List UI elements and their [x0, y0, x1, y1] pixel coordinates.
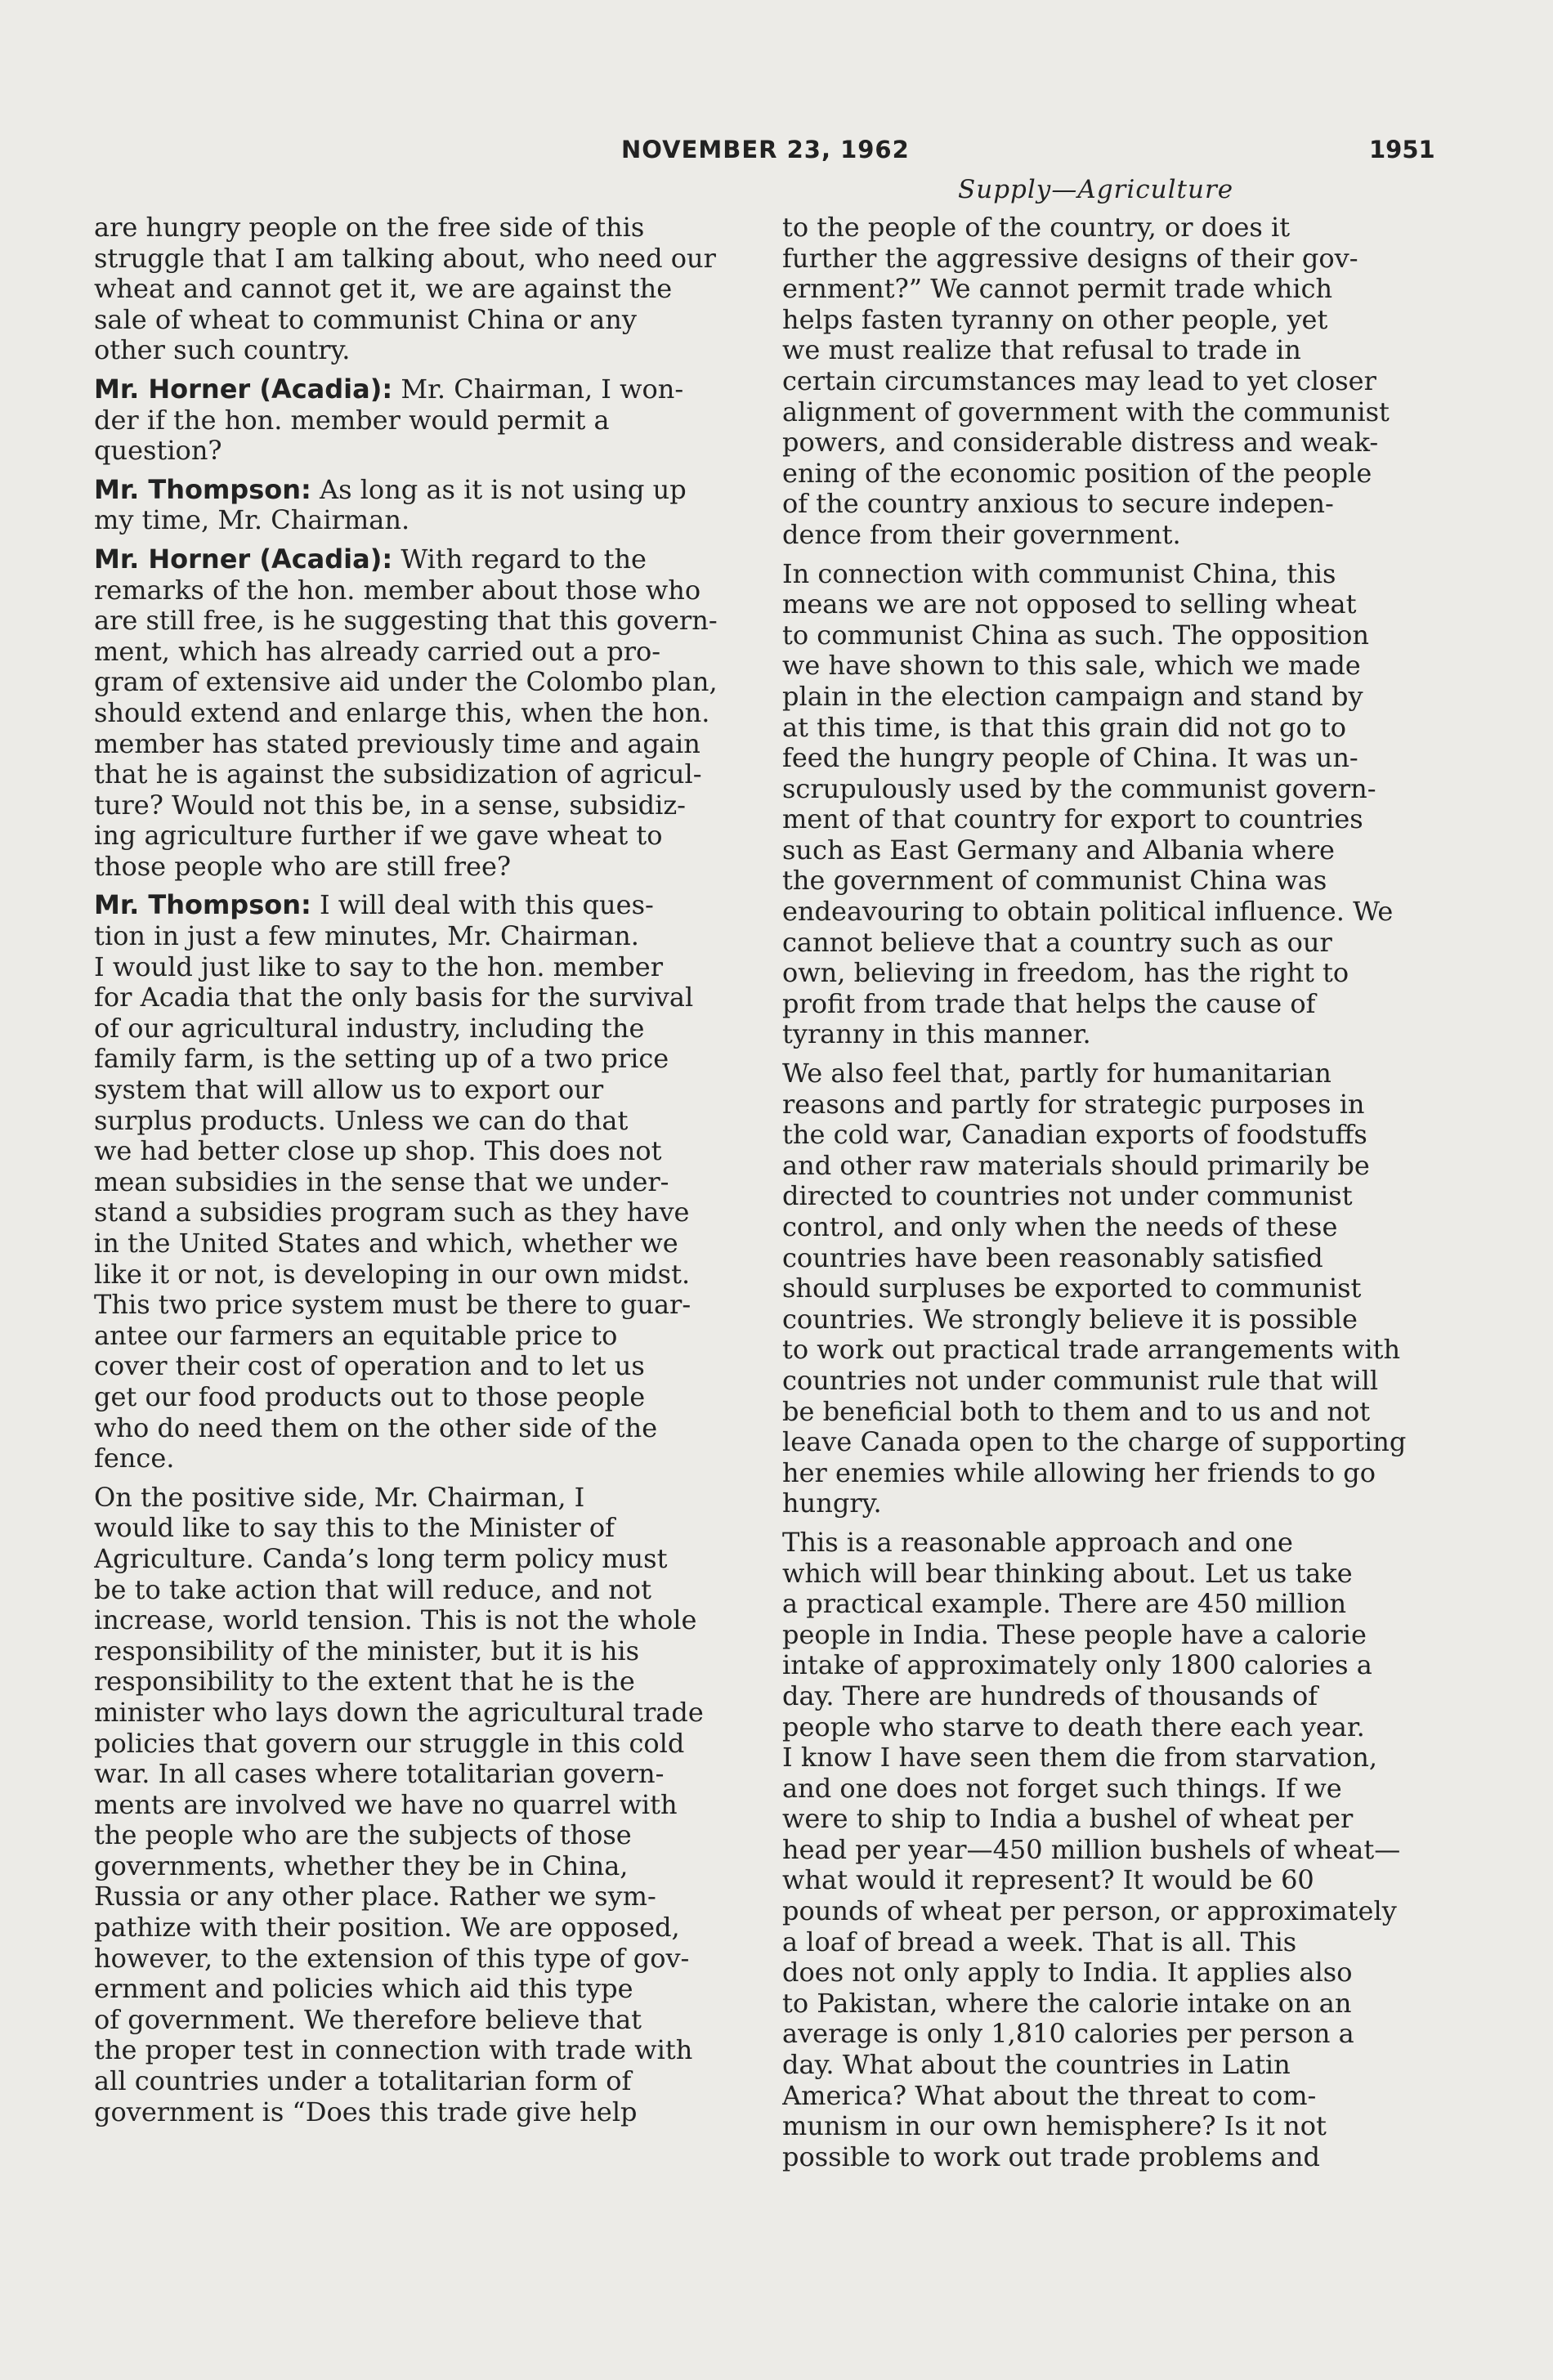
line-text: member has stated previously time and again	[94, 728, 700, 759]
line-text: possible to work out trade problems and	[782, 2141, 1321, 2172]
text-line	[94, 2097, 754, 2128]
line-text: On the positive side, Mr. Chairman, I	[94, 1482, 585, 1513]
line-text: antee our farmers an equitable price to	[94, 1320, 618, 1351]
paragraph-gap	[94, 536, 754, 544]
line-text: get our food products out to those people	[94, 1381, 646, 1412]
text-line	[94, 1513, 754, 1544]
text-line	[782, 1712, 1443, 1743]
line-text: which will bear thinking about. Let us take	[782, 1558, 1353, 1589]
text-line	[94, 1321, 754, 1352]
text-line	[782, 682, 1443, 713]
line-text: I know I have seen them die from starvation,	[782, 1742, 1378, 1774]
text-line	[782, 804, 1443, 835]
line-text: war. In all cases where totalitarian govern-	[94, 1759, 665, 1790]
text-line	[94, 1413, 754, 1444]
text-line	[94, 505, 754, 536]
text-line	[782, 1089, 1443, 1121]
text-line	[782, 774, 1443, 805]
text-line	[782, 1458, 1443, 1489]
line-text: fence.	[94, 1443, 175, 1474]
text-line	[94, 729, 754, 760]
line-text: pathize with their position. We are opposed,	[94, 1912, 680, 1944]
text-line	[782, 958, 1443, 989]
line-text: the cold war, Canadian exports of foodstuffs	[782, 1120, 1367, 1151]
line-text: tion in just a few minutes, Mr. Chairman.	[94, 921, 639, 952]
text-line	[94, 2066, 754, 2097]
line-text: head per year—450 million bushels of wheat—	[782, 1834, 1401, 1865]
line-text: of government. We therefore believe that	[94, 2004, 642, 2035]
text-line	[94, 698, 754, 729]
line-text: of our agricultural industry, including the	[94, 1013, 645, 1044]
text-line	[94, 475, 754, 506]
text-line	[94, 544, 754, 575]
line-text: the government of communist China was	[782, 866, 1327, 897]
text-line	[782, 928, 1443, 959]
text-line	[782, 1528, 1443, 1559]
line-text: that he is against the subsidization of agricul-	[94, 759, 702, 790]
line-text: powers, and considerable distress and weak-	[782, 427, 1379, 459]
line-text: all countries under a totalitarian form of	[94, 2066, 632, 2097]
text-line	[94, 921, 754, 952]
text-line	[94, 1881, 754, 1912]
text-line	[782, 520, 1443, 551]
text-line	[782, 2142, 1443, 2173]
text-line	[94, 1790, 754, 1821]
line-text: dence from their government.	[782, 519, 1181, 550]
paragraph-gap	[94, 467, 754, 475]
line-text: mean subsidies in the sense that we under-	[94, 1166, 669, 1197]
line-text: ments are involved we have no quarrel with	[94, 1789, 678, 1820]
page-date-header: NOVEMBER 23, 1962	[621, 136, 910, 163]
line-text: system that will allow us to export our	[94, 1075, 604, 1106]
line-text: cannot believe that a country such as our	[782, 927, 1332, 958]
line-text: be beneficial both to them and to us and not	[782, 1396, 1371, 1427]
line-text: surplus products. Unless we can do that	[94, 1105, 629, 1136]
text-line	[782, 1151, 1443, 1182]
line-text: plain in the election campaign and stand by	[782, 681, 1363, 712]
text-line	[782, 305, 1443, 336]
paragraph-gap	[782, 1519, 1443, 1528]
line-text: cover their cost of operation and to let us	[94, 1351, 645, 1382]
line-text: helps fasten tyranny on other people, yet	[782, 304, 1328, 335]
speaker-name: Mr. Horner (Acadia):	[94, 544, 393, 575]
speaker-name: Mr. Horner (Acadia):	[94, 374, 393, 405]
line-text: ment, which has already carried out a pro-	[94, 636, 661, 667]
line-text: hungry.	[782, 1488, 882, 1519]
line-text: for Acadia that the only basis for the survival	[94, 982, 694, 1013]
text-line	[94, 821, 754, 852]
paragraph-gap	[94, 1474, 754, 1483]
text-line	[782, 459, 1443, 490]
left-text-column	[94, 212, 754, 2127]
text-line	[782, 1835, 1443, 1866]
text-line	[782, 1896, 1443, 1927]
text-line	[782, 866, 1443, 897]
page-number: 1951	[1369, 136, 1435, 163]
text-line	[94, 1544, 754, 1575]
line-text: are still free, is he suggesting that this govern-	[94, 606, 718, 637]
text-line	[782, 1058, 1443, 1089]
text-line	[94, 1228, 754, 1259]
line-text: This is a reasonable approach and one	[782, 1527, 1293, 1558]
text-line	[94, 1013, 754, 1045]
text-line	[782, 989, 1443, 1020]
line-text: who do need them on the other side of the	[94, 1412, 658, 1443]
line-text: We also feel that, partly for humanitarian	[782, 1058, 1331, 1089]
text-line	[782, 743, 1443, 774]
text-line	[94, 1820, 754, 1851]
paragraph-gap	[94, 882, 754, 890]
text-line	[94, 575, 754, 606]
line-text: control, and only when the needs of these	[782, 1212, 1338, 1242]
text-line	[94, 1044, 754, 1075]
speaker-name: Mr. Thompson:	[94, 890, 311, 921]
text-line	[782, 1865, 1443, 1896]
text-line	[94, 305, 754, 336]
text-line	[782, 427, 1443, 459]
line-text: of the country anxious to secure indepen-	[782, 489, 1334, 520]
line-text: gram of extensive aid under the Colombo plan,	[94, 667, 718, 698]
line-text: day. There are hundreds of thousands of	[782, 1680, 1318, 1711]
text-line	[782, 244, 1443, 275]
line-text: question?	[94, 436, 222, 467]
line-text: countries not under communist rule that will	[782, 1365, 1379, 1396]
line-text: ernment and policies which aid this type	[94, 1974, 633, 2005]
line-text: ment of that country for export to countries	[782, 804, 1363, 835]
text-line	[782, 589, 1443, 620]
text-line	[782, 2111, 1443, 2142]
line-text: remarks of the hon. member about those who	[94, 575, 701, 606]
line-text: ening of the economic position of the people	[782, 458, 1372, 489]
line-text: we must realize that refusal to trade in	[782, 335, 1301, 366]
text-line	[94, 952, 754, 983]
text-line	[782, 897, 1443, 928]
text-line	[782, 1397, 1443, 1428]
line-text: sale of wheat to communist China or any	[94, 304, 637, 335]
text-line	[94, 1290, 754, 1321]
line-text: and other raw materials should primarily be	[782, 1150, 1370, 1181]
text-line	[782, 1559, 1443, 1590]
text-line	[782, 1774, 1443, 1805]
text-line	[782, 1427, 1443, 1458]
line-text: should surpluses be exported to communist	[782, 1273, 1362, 1304]
line-text: ernment?” We cannot permit trade which	[782, 274, 1333, 305]
line-text: I will deal with this ques-	[311, 890, 654, 921]
text-line	[94, 637, 754, 668]
text-line	[94, 1106, 754, 1137]
text-line	[782, 2050, 1443, 2081]
text-line	[94, 1912, 754, 1944]
text-line	[94, 982, 754, 1013]
line-text: like it or not, is developing in our own midst.	[94, 1259, 691, 1290]
text-line	[782, 1019, 1443, 1050]
text-line	[782, 1650, 1443, 1681]
text-line	[782, 1927, 1443, 1958]
line-text: at this time, is that this grain did not go to	[782, 712, 1347, 743]
line-text: feed the hungry people of China. It was un-	[782, 743, 1358, 774]
text-line	[94, 1483, 754, 1514]
line-text: to communist China as such. The opposition	[782, 620, 1370, 651]
line-text: pounds of wheat per person, or approximately	[782, 1896, 1397, 1927]
line-text: increase, world tension. This is not the whole	[94, 1605, 697, 1636]
text-line	[94, 2035, 754, 2066]
line-text: would like to say this to the Minister of	[94, 1513, 615, 1544]
line-text: minister who lays down the agricultural trade	[94, 1697, 704, 1728]
line-text: does not only apply to India. It applies also	[782, 1957, 1353, 1989]
text-line	[782, 212, 1443, 244]
text-line	[94, 1575, 754, 1606]
text-line	[94, 890, 754, 921]
text-line	[782, 1989, 1443, 2020]
line-text: scrupulously used by the communist govern-	[782, 773, 1376, 804]
text-line	[94, 1944, 754, 1975]
paragraph-gap	[782, 551, 1443, 559]
line-text: policies that govern our struggle in this cold	[94, 1728, 685, 1759]
text-line	[94, 1382, 754, 1413]
line-text: alignment of government with the communist	[782, 396, 1390, 427]
text-line	[782, 2081, 1443, 2112]
line-text: government is “Does this trade give help	[94, 2096, 638, 2127]
text-line	[782, 713, 1443, 744]
text-line	[94, 1729, 754, 1760]
text-line	[782, 1681, 1443, 1712]
line-text: tyranny in this manner.	[782, 1019, 1091, 1050]
line-text: wheat and cannot get it, we are against the	[94, 274, 673, 305]
text-line	[782, 366, 1443, 397]
line-text: should extend and enlarge this, when the hon.	[94, 697, 710, 728]
line-text: a loaf of bread a week. That is all. This	[782, 1926, 1297, 1957]
line-text: a practical example. There are 450 million	[782, 1589, 1347, 1620]
text-line	[782, 620, 1443, 651]
line-text: are hungry people on the free side of this	[94, 212, 645, 243]
text-line	[782, 1589, 1443, 1620]
line-text: people who starve to death there each year.	[782, 1711, 1365, 1742]
line-text: reasons and partly for strategic purposes in	[782, 1089, 1365, 1120]
line-text: responsibility to the extent that he is the	[94, 1666, 635, 1698]
text-line	[782, 1742, 1443, 1774]
text-line	[782, 1120, 1443, 1151]
text-line	[782, 559, 1443, 590]
line-text: and one does not forget such things. If we	[782, 1773, 1342, 1804]
line-text: America? What about the threat to com-	[782, 2080, 1317, 2111]
line-text: the proper test in connection with trade with	[94, 2035, 693, 2066]
text-line	[782, 1273, 1443, 1304]
text-line	[94, 244, 754, 275]
text-line	[94, 1167, 754, 1198]
line-text: average is only 1,810 calories per person a	[782, 2019, 1354, 2050]
text-line	[94, 335, 754, 366]
paragraph-gap	[94, 366, 754, 374]
line-text: leave Canada open to the charge of supporting	[782, 1427, 1407, 1458]
line-text: to the people of the country, or does it	[782, 212, 1291, 243]
line-text: ing agriculture further if we gave wheat to	[94, 821, 663, 852]
line-text: certain circumstances may lead to yet closer	[782, 365, 1376, 396]
text-line	[782, 2019, 1443, 2050]
line-text: With regard to the	[392, 544, 647, 575]
text-line	[94, 1974, 754, 2005]
text-line	[94, 212, 754, 244]
text-line	[94, 1197, 754, 1228]
line-text: directed to countries not under communist	[782, 1181, 1353, 1212]
line-text: be to take action that will reduce, and not	[94, 1574, 651, 1605]
line-text: governments, whether they be in China,	[94, 1850, 629, 1881]
line-text: This two price system must be there to guar-	[94, 1290, 691, 1321]
text-line	[782, 274, 1443, 305]
speaker-name: Mr. Thompson:	[94, 474, 311, 505]
text-line	[94, 1605, 754, 1636]
text-line	[782, 1304, 1443, 1335]
text-line	[782, 489, 1443, 520]
line-text: responsibility of the minister, but it is his	[94, 1635, 640, 1666]
line-text: profit from trade that helps the cause of	[782, 988, 1316, 1019]
line-text: other such country.	[94, 335, 351, 366]
text-line	[782, 1335, 1443, 1366]
section-subheader: Supply—Agriculture	[958, 175, 1234, 204]
line-text: in the United States and which, whether we	[94, 1228, 678, 1259]
text-line	[782, 335, 1443, 366]
line-text: day. What about the countries in Latin	[782, 2050, 1291, 2081]
line-text: stand a subsidies program such as they have	[94, 1197, 690, 1228]
line-text: munism in our own hemisphere? Is it not	[782, 2111, 1327, 2142]
text-line	[782, 1957, 1443, 1989]
text-line	[782, 1620, 1443, 1651]
line-text: family farm, is the setting up of a two price	[94, 1044, 669, 1075]
line-text: were to ship to India a bushel of wheat per	[782, 1804, 1354, 1835]
text-line	[782, 1212, 1443, 1243]
text-line	[94, 1851, 754, 1882]
text-line	[94, 1636, 754, 1667]
text-line	[94, 405, 754, 436]
line-text: people in India. These people have a calorie	[782, 1619, 1367, 1650]
text-line	[94, 1075, 754, 1106]
line-text: As long as it is not using up	[311, 474, 687, 505]
text-line	[94, 274, 754, 305]
line-text: further the aggressive designs of their gov-	[782, 243, 1358, 274]
line-text: what would it represent? It would be 60	[782, 1865, 1314, 1896]
text-line	[94, 606, 754, 637]
line-text: I would just like to say to the hon. member	[94, 951, 664, 982]
line-text: struggle that I am talking about, who need our	[94, 243, 716, 274]
text-line	[782, 1243, 1443, 1274]
text-line	[782, 1366, 1443, 1397]
line-text: Mr. Chairman, I won-	[392, 374, 684, 405]
text-line	[94, 1759, 754, 1790]
text-line	[782, 1181, 1443, 1212]
line-text: we had better close up shop. This does not	[94, 1136, 662, 1167]
line-text: the people who are the subjects of those	[94, 1820, 632, 1851]
text-line	[94, 1259, 754, 1291]
line-text: Russia or any other place. Rather we sym-	[94, 1881, 656, 1912]
line-text: her enemies while allowing her friends to go	[782, 1457, 1376, 1488]
text-line	[782, 835, 1443, 866]
text-line	[94, 1136, 754, 1167]
line-text: In connection with communist China, this	[782, 558, 1336, 589]
line-text: to work out practical trade arrangements with	[782, 1335, 1401, 1366]
text-line	[94, 1443, 754, 1474]
text-line	[782, 397, 1443, 428]
line-text: means we are not opposed to selling wheat	[782, 589, 1357, 620]
line-text: der if the hon. member would permit a	[94, 405, 610, 436]
text-line	[94, 1698, 754, 1729]
line-text: Agriculture. Canda’s long term policy must	[94, 1543, 668, 1574]
line-text: my time, Mr. Chairman.	[94, 505, 410, 536]
line-text: however, to the extension of this type of gov-	[94, 1943, 690, 1974]
text-line	[94, 667, 754, 698]
line-text: countries have been reasonably satisfied	[782, 1242, 1323, 1273]
line-text: such as East Germany and Albania where	[782, 834, 1335, 866]
text-line	[94, 1351, 754, 1382]
text-line	[782, 1488, 1443, 1519]
text-line	[94, 374, 754, 405]
right-text-column	[782, 212, 1443, 2172]
text-line	[782, 651, 1443, 682]
line-text: those people who are still free?	[94, 851, 512, 882]
text-line	[94, 1666, 754, 1698]
text-line	[94, 790, 754, 821]
line-text: intake of approximately only 1800 calories a	[782, 1650, 1372, 1681]
line-text: countries. We strongly believe it is possible	[782, 1304, 1358, 1335]
text-line	[94, 2005, 754, 2036]
line-text: own, believing in freedom, has the right to	[782, 958, 1349, 989]
text-line	[94, 759, 754, 790]
text-line	[94, 852, 754, 883]
line-text: ture? Would not this be, in a sense, subsidiz-	[94, 790, 686, 821]
line-text: to Pakistan, where the calorie intake on an	[782, 1988, 1352, 2019]
line-text: endeavouring to obtain political influence. We	[782, 897, 1394, 928]
text-line	[782, 1804, 1443, 1835]
paragraph-gap	[782, 1050, 1443, 1058]
line-text: we have shown to this sale, which we made	[782, 651, 1361, 682]
text-line	[94, 436, 754, 467]
